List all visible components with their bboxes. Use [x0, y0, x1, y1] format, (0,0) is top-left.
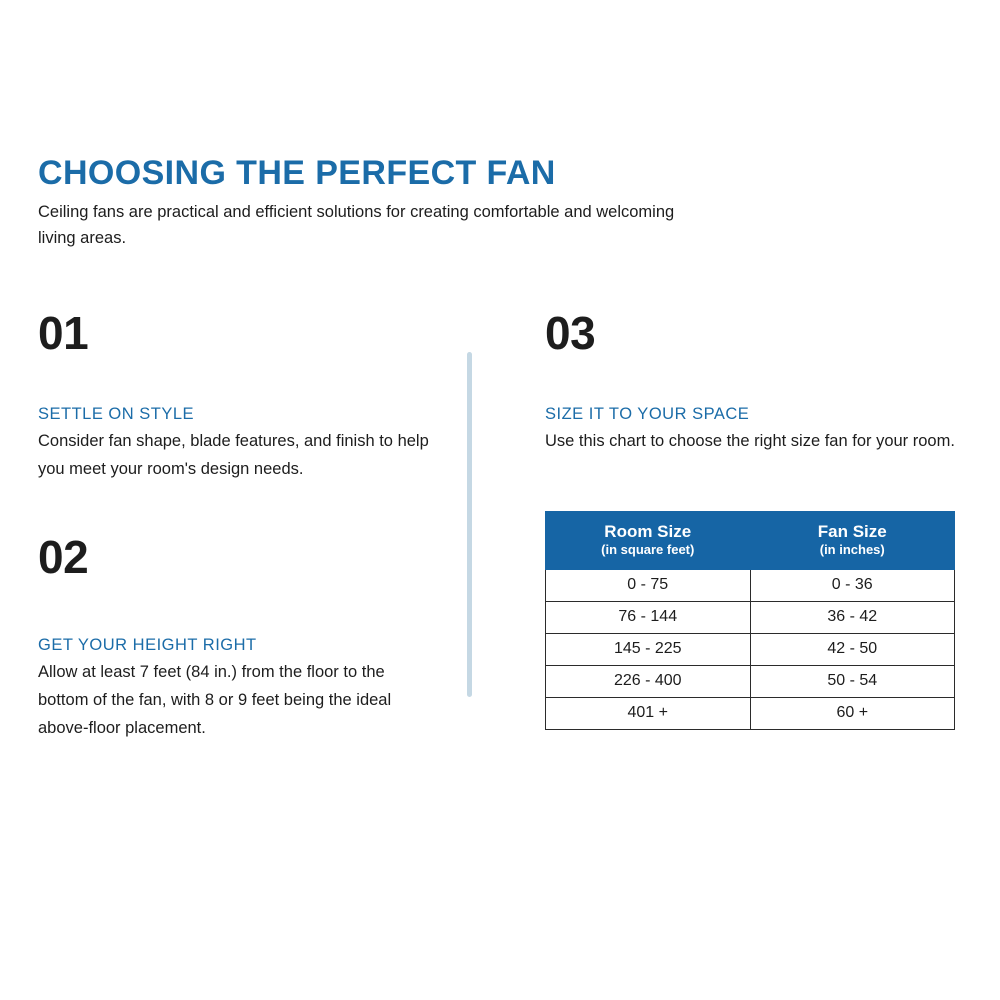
- step-body-03: Use this chart to choose the right size fan for your room.: [545, 432, 955, 451]
- table-body: [546, 570, 955, 730]
- cell-fan-size: 60 +: [750, 698, 955, 730]
- column-header-room-size-title: Room Size: [604, 522, 692, 542]
- cell-room-size: 145 - 225: [546, 634, 751, 666]
- page-title: CHOOSING THE PERFECT FAN: [38, 154, 556, 192]
- step-block-02: [38, 530, 438, 743]
- step-block-03: [545, 307, 965, 456]
- step-heading-03: SIZE IT TO YOUR SPACE: [545, 405, 750, 423]
- column-header-fan-size-title: Fan Size: [817, 522, 887, 542]
- step-heading-01: SETTLE ON STYLE: [38, 405, 195, 423]
- cell-fan-size: 50 - 54: [750, 666, 955, 698]
- step-number-03: 03: [545, 307, 596, 359]
- cell-fan-size: 0 - 36: [750, 570, 955, 602]
- header: [38, 155, 738, 252]
- right-column: [545, 307, 965, 730]
- table-row: [546, 634, 955, 666]
- fan-size-table: [545, 511, 955, 730]
- table-row: [546, 602, 955, 634]
- cell-room-size: 76 - 144: [546, 602, 751, 634]
- step-block-01: [38, 307, 438, 484]
- table-row: [546, 698, 955, 730]
- page-subtitle: Ceiling fans are practical and efficient solutions for creating comfortable and welcoming living areas.: [38, 203, 675, 247]
- step-body-02: Allow at least 7 feet (84 in.) from the floor to the bottom of the fan, with 8 or 9 feet being the ideal above-floor placement.: [38, 663, 392, 737]
- column-header-room-size: [546, 512, 751, 570]
- table-row: [546, 570, 955, 602]
- table-row: [546, 666, 955, 698]
- step-heading-02: GET YOUR HEIGHT RIGHT: [38, 635, 257, 654]
- step-number-01: 01: [38, 307, 89, 359]
- table-header: [546, 512, 955, 570]
- cell-room-size: 0 - 75: [546, 570, 751, 602]
- cell-fan-size: 42 - 50: [750, 634, 955, 666]
- cell-room-size: 226 - 400: [546, 666, 751, 698]
- column-header-room-size-unit: (in square feet): [601, 542, 695, 558]
- column-header-fan-size: [750, 512, 955, 570]
- step-body-01: Consider fan shape, blade features, and finish to help you meet your room's design needs.: [38, 432, 429, 479]
- column-divider: [467, 352, 472, 697]
- table-header-row: [546, 512, 955, 570]
- left-column: [38, 307, 438, 742]
- step-number-02: 02: [38, 530, 89, 583]
- column-header-fan-size-unit: (in inches): [819, 542, 885, 558]
- cell-fan-size: 36 - 42: [750, 602, 955, 634]
- cell-room-size: 401 +: [546, 698, 751, 730]
